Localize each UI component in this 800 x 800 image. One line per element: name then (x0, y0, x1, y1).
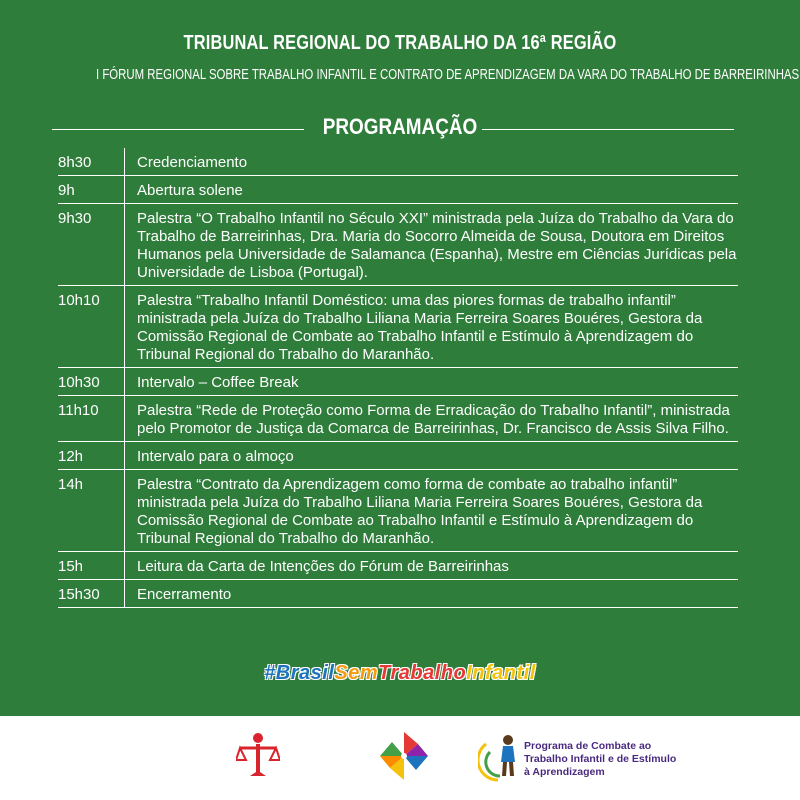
schedule-time: 14h (58, 470, 125, 551)
schedule-time: 12h (58, 442, 125, 469)
schedule-row (58, 442, 738, 470)
schedule-row (58, 552, 738, 580)
schedule-time: 8h30 (58, 148, 125, 175)
schedule-row (58, 580, 738, 608)
schedule-time: 9h30 (58, 204, 125, 285)
schedule-row (58, 396, 738, 442)
page-subtitle: I FÓRUM REGIONAL SOBRE TRABALHO INFANTIL E CONTRATO DE APRENDIZAGEM DA VARA DO TRABALHO DE BARREIRINHAS (96, 66, 800, 83)
schedule-description: Encerramento (137, 586, 232, 603)
schedule-description: Palestra “Trabalho Infantil Doméstico: uma das piores formas de trabalho infantil” ministrada pela Juíza do Trabalho Liliana Maria Ferreira Soares Bouéres, Gestora da Comissão Regional de Combate ao Trabalho Infantil e Estímulo à Aprendizagem do Tribunal Regional do Trabalho do Maranhão. (137, 292, 703, 363)
divider-right (482, 129, 734, 130)
schedule-description: Abertura solene (137, 182, 243, 199)
hashtag-banner (0, 662, 800, 685)
schedule-row (58, 176, 738, 204)
schedule-row (58, 148, 738, 176)
schedule-description: Leitura da Carta de Intenções do Fórum de Barreirinhas (137, 558, 509, 575)
schedule-table (58, 148, 738, 608)
hashtag-part: Infantil (466, 662, 536, 684)
schedule-row (58, 470, 738, 552)
schedule-row (58, 286, 738, 368)
schedule-description: Palestra “O Trabalho Infantil no Século XXI” ministrada pela Juíza do Trabalho da Vara do Trabalho de Barreirinhas, Dra. Maria do Socorro Almeida de Sousa, Doutora em Direitos Humanos pela Universidade de Salamanca (Espanha), Mestre em Ciências Jurídicas pela Universidade de Lisboa (Portugal). (137, 210, 737, 281)
schedule-time: 11h10 (58, 396, 125, 441)
schedule-description: Palestra “Contrato da Aprendizagem como forma de combate ao trabalho infantil” ministrada pela Juíza do Trabalho Liliana Maria Ferreira Soares Bouéres, Gestora da Comissão Regional de Combate ao Trabalho Infantil e Estímulo à Aprendizagem do Tribunal Regional do Trabalho do Maranhão. (137, 476, 703, 547)
schedule-description: Intervalo – Coffee Break (137, 374, 299, 391)
program-label: Programa de Combate ao Trabalho Infantil e de Estímulo à Aprendizagem (524, 740, 677, 778)
schedule-description: Credenciamento (137, 154, 248, 171)
schedule-row (58, 204, 738, 286)
schedule-time: 15h30 (58, 580, 125, 607)
schedule-time: 15h (58, 552, 125, 579)
pinwheel-icon (378, 730, 430, 782)
schedule-row (58, 368, 738, 396)
section-title: PROGRAMAÇÃO (322, 114, 478, 139)
hashtag-part: Sem (334, 662, 379, 684)
schedule-time: 9h (58, 176, 125, 203)
hashtag-part: #Brasil (264, 662, 335, 684)
schedule-description: Intervalo para o almoço (137, 448, 294, 465)
page-title: TRIBUNAL REGIONAL DO TRABALHO DA 16ª REGIÃO (183, 32, 617, 54)
schedule-time: 10h10 (58, 286, 125, 367)
schedule-time: 10h30 (58, 368, 125, 395)
child-program-icon (478, 732, 524, 782)
schedule-description: Palestra “Rede de Proteção como Forma de Erradicação do Trabalho Infantil”, ministrada pelo Promotor de Justiça da Comarca de Barreirinhas, Dr. Francisco de Assis Silva Filho. (137, 402, 730, 437)
hashtag-part: Trabalho (378, 662, 467, 684)
justice-scales-icon (236, 730, 280, 780)
